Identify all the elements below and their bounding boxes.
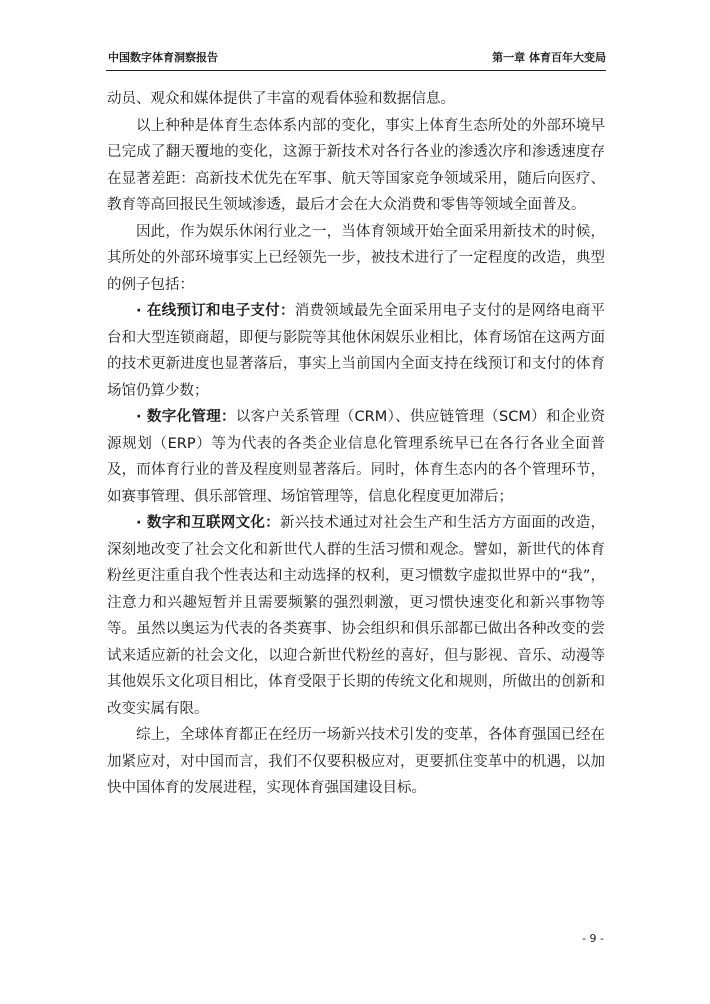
bullet-term: · 数字化管理：: [136, 409, 236, 425]
chapter-title: 第一章 体育百年大变局: [492, 51, 606, 64]
bullet-paragraph-internet-culture: [107, 510, 605, 722]
bullet-term: · 在线预订和电子支付：: [136, 303, 295, 319]
bullet-text: 消费领域最先全面采用电子支付的是网络电商平台和大型连锁商超，即便与影院等其他休闲娱乐业相比，体育场馆在这两方面的技术更新进度也显著落后，事实上当前国内全面支持在线预订和支付的体育场馆仍算少数；: [107, 303, 605, 399]
report-title: 中国数字体育洞察报告: [108, 51, 218, 64]
paragraph: 因此，作为娱乐休闲行业之一，当体育领域开始全面采用新技术的时候，其所处的外部环境事实上已经领先一步，被技术进行了一定程度的改造，典型的例子包括：: [107, 223, 605, 293]
bullet-paragraph-online-booking: [107, 298, 605, 404]
page-header: [106, 46, 606, 71]
bullet-text: 新兴技术通过对社会生产和生活方方面面的改造，深刻地改变了社会文化和新世代人群的生活习惯和观念。譬如，新世代的体育粉丝更注重自我个性表达和主动选择的权利，更习惯数字虚拟世界中的“我”，注意力和兴趣短暂并且需要频繁的强烈刺激，更习惯快速变化和新兴事物等等。虽然以奥运为代表的各类赛事、协会组织和俱乐部都已做出各种改变的尝试来适应新的社会文化，以迎合新世代粉丝的喜好，但与影视、音乐、动漫等其他娱乐文化项目相比，体育受限于长期的传统文化和规则，所做出的创新和改变实属有限。: [107, 515, 606, 717]
body-text: [107, 86, 605, 802]
paragraph-continuation: 动员、观众和媒体提供了丰富的观看体验和数据信息。: [107, 91, 455, 107]
bullet-paragraph-digital-management: [107, 404, 605, 510]
paragraph: 以上种种是体育生态体系内部的变化，事实上体育生态所处的外部环境早已完成了翻天覆地的变化，这源于新技术对各行各业的渗透次序和渗透速度存在显著差距：高新技术优先在军事、航天等国家竞争领域采用，随后向医疗、教育等高回报民生领域渗透，最后才会在大众消费和零售等领域全面普及。: [107, 117, 605, 213]
paragraph-conclusion: 综上，全球体育都正在经历一场新兴技术引发的变革，各体育强国已经在加紧应对，对中国而言，我们不仅要积极应对，更要抓住变革中的机遇，以加快中国体育的发展进程，实现体育强国建设目标。: [107, 727, 605, 796]
page-number: - 9 -: [582, 932, 604, 945]
bullet-term: · 数字和互联网文化：: [136, 515, 280, 531]
bullet-text: 以客户关系管理（CRM）、供应链管理（SCM）和企业资源规划（ERP）等为代表的各类企业信息化管理系统早已在各行各业全面普及，而体育行业的普及程度则显著落后。同时，体育生态内的各个管理环节，如赛事管理、俱乐部管理、场馆管理等，信息化程度更加滞后；: [107, 409, 605, 505]
